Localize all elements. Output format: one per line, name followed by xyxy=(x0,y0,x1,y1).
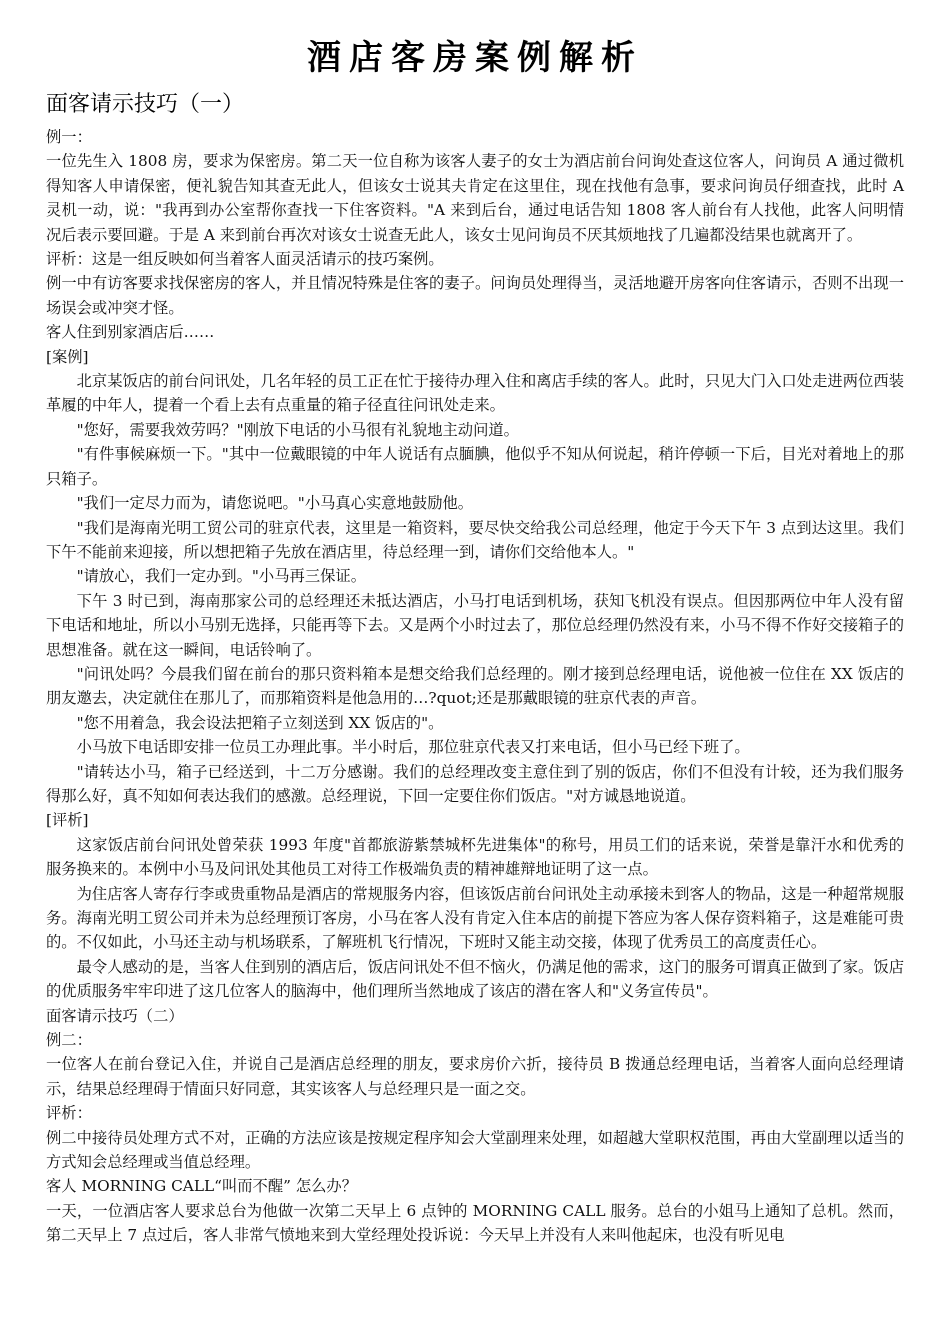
paragraph: 一位客人在前台登记入住，并说自己是酒店总经理的朋友，要求房价六折，接待员 B 拨通总经理电话，当着客人面向总经理请示，结果总经理碍于情面只好同意，其实该客人与总经理只是一面之交。 xyxy=(46,1055,904,1098)
document-body xyxy=(46,125,904,1248)
paragraph: [评析] xyxy=(46,811,89,830)
paragraph: "有件事候麻烦一下。"其中一位戴眼镜的中年人说话有点腼腆，他似乎不知从何说起，稍许停顿一下后，目光对着地上的那只箱子。 xyxy=(46,445,904,488)
document-title: 酒店客房案例解析 xyxy=(307,38,643,78)
paragraph: 客人住到别家酒店后…… xyxy=(46,323,215,342)
paragraph: "您不用着急，我会设法把箱子立刻送到 XX 饭店的"。 xyxy=(76,713,444,732)
paragraph: 例一： xyxy=(46,128,92,146)
paragraph: 最令人感动的是，当客人住到别的酒店后，饭店问讯处不但不恼火，仍满足他的需求，这门的服务可谓真正做到了家。饭店的优质服务牢牢印进了这几位客人的脑海中，他们理所当然地成了该店的潜在客人和"义务宣传员"。 xyxy=(46,957,904,1001)
paragraph: "我们是海南光明工贸公司的驻京代表，这里是一箱资料，要尽快交给我公司总经理，他定于今天下午 3 点到达这里。我们下午不能前来迎接，所以想把箱子先放在酒店里，待总经理一到，请你们交给他本人。" xyxy=(46,518,904,561)
paragraph: 小马放下电话即安排一位员工办理此事。半小时后，那位驻京代表又打来电话，但小马已经下班了。 xyxy=(76,738,750,757)
paragraph: "我们一定尽力而为，请您说吧。"小马真心实意地鼓励他。 xyxy=(76,494,474,513)
paragraph: 北京某饭店的前台问讯处，几名年轻的员工正在忙于接待办理入住和离店手续的客人。此时，只见大门入口处走进两位西装革履的中年人，提着一个看上去有点重量的箱子径直往问讯处走来。 xyxy=(46,372,904,415)
paragraph: 评析：这是一组反映如何当着客人面灵活请示的技巧案例。 xyxy=(46,250,444,269)
paragraph: "请转达小马，箱子已经送到，十二万分感谢。我们的总经理改变主意住到了别的饭店，你们不但没有计较，还为我们服务得那么好，真不知如何表达我们的感激。总经理说，下回一定要住你们饭店。"对方诚恳地说道。 xyxy=(46,762,904,805)
paragraph: 这家饭店前台问讯处曾荣获 1993 年度"首都旅游紫禁城杯先进集体"的称号，用员工们的话来说，荣誉是靠汗水和优秀的服务换来的。本例中小马及问讯处其他员工对待工作极端负责的精神雄辩地证明了这一点。 xyxy=(46,835,904,879)
paragraph: 为住店客人寄存行李或贵重物品是酒店的常规服务内容，但该饭店前台问讯处主动承接未到客人的物品，这是一种超常规服务。海南光明工贸公司并未为总经理预订客房，小马在客人没有肯定入住本店的前提下答应为客人保存资料箱子，这是难能可贵的。不仅如此，小马还主动与机场联系，了解班机飞行情况，下班时又能主动交接，体现了优秀员工的高度责任心。 xyxy=(46,884,904,952)
section-heading: 面客请示技巧（一） xyxy=(46,92,245,117)
paragraph: 评析： xyxy=(46,1104,92,1123)
paragraph: 例二中接待员处理方式不对，正确的方法应该是按规定程序知会大堂副理来处理，如超越大堂职权范围，再由大堂副理以适当的方式知会总经理或当值总经理。 xyxy=(46,1128,904,1172)
paragraph: [案例] xyxy=(46,347,89,366)
paragraph: 下午 3 时已到，海南那家公司的总经理还未抵达酒店，小马打电话到机场，获知飞机没有误点。但因那两位中年人没有留下电话和地址，所以小马别无选择，只能再等下去。又是两个小时过去了，那位总经理仍然没有来，小马不得不作好交接箱子的思想准备。就在这一瞬间，电话铃响了。 xyxy=(46,591,904,659)
paragraph: 客人 MORNING CALL“叫而不醒” 怎么办？ xyxy=(46,1177,358,1196)
paragraph: 例一中有访客要求找保密房的客人，并且情况特殊是住客的妻子。问询员处理得当，灵活地避开房客向住客请示，否则不出现一场误会或冲突才怪。 xyxy=(46,274,904,317)
paragraph: "请放心，我们一定办到。"小马再三保证。 xyxy=(76,567,367,586)
paragraph: 例二： xyxy=(46,1031,92,1050)
paragraph: 一天，一位酒店客人要求总台为他做一次第二天早上 6 点钟的 MORNING CALL 服务。总台的小姐马上通知了总机。然而，第二天早上 7 点过后，客人非常气愤地来到大堂经理处投诉说：今天早上并没有人来叫他起床，也没有听见电 xyxy=(46,1201,904,1245)
paragraph: "您好，需要我效劳吗？"刚放下电话的小马很有礼貌地主动问道。 xyxy=(76,420,519,439)
paragraph: 面客请示技巧（二） xyxy=(46,1006,184,1025)
paragraph: 一位先生入 1808 房，要求为保密房。第二天一位自称为该客人妻子的女士为酒店前台问询处查这位客人，问询员 A 通过微机得知客人申请保密，便礼貌告知其查无此人，但该女士说其夫肯定在这里住，现在找他有急事，要求问询员仔细查找，此时 A 灵机一动，说："我再到办公室帮你查找一下住客资料。"A 来到后台，通过电话告知 1808 客人前台有人找他，此客人问明情况后表示要回避。于是 A 来到前台再次对该女士说查无此人，该女士见问询员不厌其烦地找了几遍都没结果也就离开了。 xyxy=(46,152,904,244)
paragraph: "问讯处吗？今晨我们留在前台的那只资料箱本是想交给我们总经理的。刚才接到总经理电话，说他被一位住在 XX 饭店的朋友邀去，决定就住在那儿了，而那箱资料是他急用的…?quot;还是那戴眼镜的驻京代表的声音。 xyxy=(46,664,904,708)
